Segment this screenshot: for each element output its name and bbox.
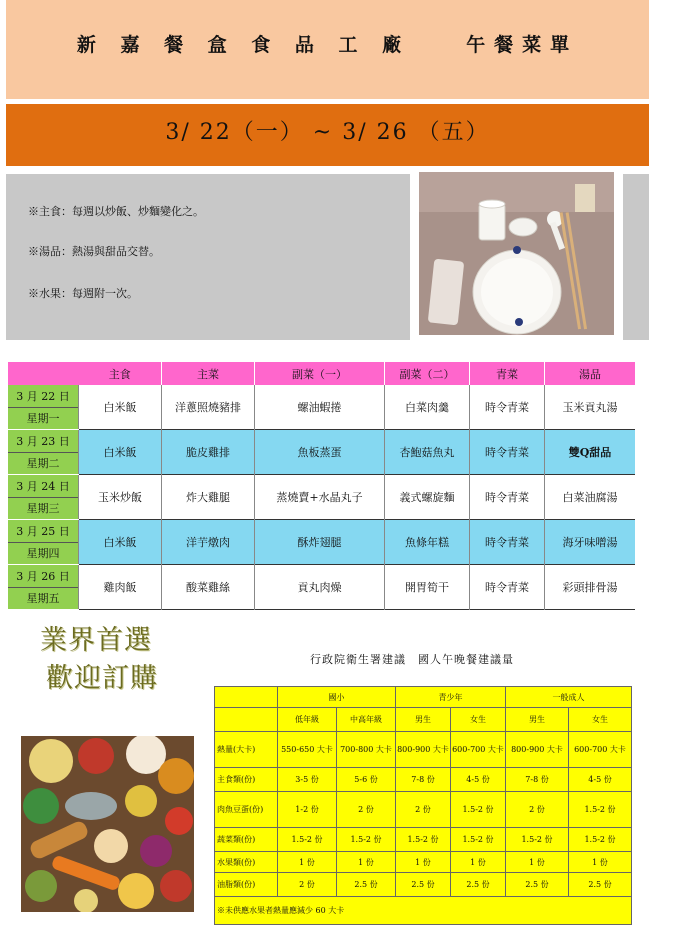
- day-cell: [8, 475, 79, 520]
- menu-cell: 炸大雞腿: [162, 475, 255, 520]
- menu-row: [8, 385, 635, 430]
- nutrition-value: 600-700 大卡: [569, 732, 632, 768]
- page-title: 新 嘉 餐 盒 食 品 工 廠 午餐菜單: [76, 34, 579, 56]
- menu-row: [8, 430, 635, 475]
- menu-cell: 脆皮雞排: [162, 430, 255, 475]
- nutrition-value: 2 份: [396, 792, 451, 828]
- subgroup-label: 男生: [396, 708, 451, 732]
- nutrition-row-label: 蔬菜類(份): [215, 828, 278, 852]
- nutrition-row: [215, 828, 632, 852]
- nutrition-row-label: 主食類(份): [215, 768, 278, 792]
- nutrition-value: 2.5 份: [451, 873, 506, 897]
- day-cell: [8, 565, 79, 610]
- nutrition-value: 1.5-2 份: [569, 828, 632, 852]
- nutrition-value: 1 份: [451, 852, 506, 873]
- nutrition-value: 2.5 份: [506, 873, 569, 897]
- nutrition-value: 1 份: [337, 852, 396, 873]
- nutrition-value: 1.5-2 份: [396, 828, 451, 852]
- nutrition-value: 7-8 份: [396, 768, 451, 792]
- menu-cell: 彩頭排骨湯: [545, 565, 636, 610]
- menu-cell: 義式螺旋麵: [385, 475, 470, 520]
- menu-cell: 螺油蝦捲: [255, 385, 385, 430]
- nutrition-value: 2.5 份: [396, 873, 451, 897]
- menu-cell: 玉米貢丸湯: [545, 385, 636, 430]
- menu-row: [8, 565, 635, 610]
- menu-cell: 貢丸肉燥: [255, 565, 385, 610]
- nutrition-row-label: 肉魚豆蛋(份): [215, 792, 278, 828]
- group-teen: 青少年: [396, 687, 506, 708]
- menu-cell: 時令青菜: [470, 475, 545, 520]
- subgroup-label: 男生: [506, 708, 569, 732]
- nutrition-value: 600-700 大卡: [451, 732, 506, 768]
- note-fruit: ※水果：每週附一次。: [28, 287, 138, 300]
- nutrition-value: 800-900 大卡: [396, 732, 451, 768]
- nutrition-value: 550-650 大卡: [278, 732, 337, 768]
- date-range: 3/ 22（一） ~ 3/ 26 （五）: [165, 120, 490, 145]
- menu-cell: 酸菜雞絲: [162, 565, 255, 610]
- nutrition-value: 5-6 份: [337, 768, 396, 792]
- menu-cell: 魚板蒸蛋: [255, 430, 385, 475]
- nutrition-value: 4-5 份: [569, 768, 632, 792]
- food-photo: [21, 736, 194, 912]
- nutrition-row-label: 熱量(大卡): [215, 732, 278, 768]
- menu-cell: 雞肉飯: [79, 565, 162, 610]
- nutrition-row: [215, 732, 632, 768]
- nutrition-value: 4-5 份: [451, 768, 506, 792]
- nutrition-group-row: [215, 687, 632, 708]
- nutrition-value: 1.5-2 份: [451, 828, 506, 852]
- menu-cell: 杏鮑菇魚丸: [385, 430, 470, 475]
- nutrition-row: [215, 768, 632, 792]
- menu-cell: 開胃筍干: [385, 565, 470, 610]
- nutrition-row-label: 水果類(份): [215, 852, 278, 873]
- nutrition-value: 2 份: [278, 873, 337, 897]
- day-weekday: 星期三: [26, 501, 60, 515]
- nutrition-footnote-row: [215, 897, 632, 925]
- promo-line-1: 業界首選: [40, 625, 152, 656]
- nutrition-row: [215, 852, 632, 873]
- promo-slogan: [40, 622, 180, 698]
- group-adult: 一般成人: [506, 687, 632, 708]
- menu-header-side2: 副菜（二）: [385, 362, 470, 385]
- menu-cell: 洋芋燉肉: [162, 520, 255, 565]
- menu-row: [8, 520, 635, 565]
- menu-header-main: 主菜: [162, 362, 255, 385]
- nutrition-value: 2.5 份: [337, 873, 396, 897]
- nutrition-table: [214, 686, 632, 925]
- tableware-photo: [419, 172, 614, 335]
- note-soup: ※湯品：熱湯與甜品交替。: [28, 245, 160, 258]
- weekly-menu-table: [8, 362, 635, 610]
- menu-cell: 魚條年糕: [385, 520, 470, 565]
- menu-cell: 時令青菜: [470, 565, 545, 610]
- nutrition-value: 2 份: [337, 792, 396, 828]
- menu-cell: 蒸燒賣+水晶丸子: [255, 475, 385, 520]
- menu-cell: 洋蔥照燒豬排: [162, 385, 255, 430]
- menu-cell: 海牙味噌湯: [545, 520, 636, 565]
- day-date: 3 月 26 日: [8, 566, 78, 588]
- day-cell: [8, 520, 79, 565]
- menu-cell: 白米飯: [79, 385, 162, 430]
- menu-header-veg: 青菜: [470, 362, 545, 385]
- nutrition-value: 1 份: [396, 852, 451, 873]
- nutrition-value: 700-800 大卡: [337, 732, 396, 768]
- menu-cell: 白菜油腐湯: [545, 475, 636, 520]
- nutrition-value: 1.5-2 份: [278, 828, 337, 852]
- menu-cell: 白米飯: [79, 520, 162, 565]
- nutrition-value: 1 份: [278, 852, 337, 873]
- menu-cell: 酥炸翅腿: [255, 520, 385, 565]
- menu-header-staple: 主食: [79, 362, 162, 385]
- menu-cell: 雙Q甜品: [545, 430, 636, 475]
- nutrition-value: 1.5-2 份: [337, 828, 396, 852]
- day-date: 3 月 22 日: [8, 386, 78, 408]
- menu-cell: 玉米炒飯: [79, 475, 162, 520]
- menu-corner-header: [8, 362, 79, 385]
- subgroup-label: 女生: [451, 708, 506, 732]
- menu-header-soup: 湯品: [545, 362, 636, 385]
- nutrition-value: 1.5-2 份: [569, 792, 632, 828]
- recommendation-title: 行政院衛生署建議 國人午晚餐建議量: [310, 653, 514, 666]
- day-date: 3 月 25 日: [8, 521, 78, 543]
- nutrition-row: [215, 792, 632, 828]
- nutrition-subgroup-row: [215, 708, 632, 732]
- subgroup-label: 低年級: [278, 708, 337, 732]
- nutrition-row: [215, 873, 632, 897]
- subgroup-label: 中高年級: [337, 708, 396, 732]
- menu-cell: 時令青菜: [470, 385, 545, 430]
- nutrition-value: 2 份: [506, 792, 569, 828]
- nutrition-value: 800-900 大卡: [506, 732, 569, 768]
- menu-cell: 時令青菜: [470, 520, 545, 565]
- menu-cell: 白菜肉羹: [385, 385, 470, 430]
- nutrition-corner: [215, 708, 278, 732]
- menu-header-side1: 副菜（一）: [255, 362, 385, 385]
- day-weekday: 星期五: [26, 591, 60, 605]
- subgroup-label: 女生: [569, 708, 632, 732]
- nutrition-value: 1.5-2 份: [506, 828, 569, 852]
- day-weekday: 星期四: [26, 546, 60, 560]
- day-date: 3 月 23 日: [8, 431, 78, 453]
- day-cell: [8, 430, 79, 475]
- nutrition-value: 1.5-2 份: [451, 792, 506, 828]
- menu-cell: 白米飯: [79, 430, 162, 475]
- nutrition-corner: [215, 687, 278, 708]
- nutrition-footnote: ※未供應水果者熱量應減少 60 大卡: [215, 897, 632, 925]
- nutrition-value: 1 份: [569, 852, 632, 873]
- day-weekday: 星期一: [26, 411, 60, 425]
- day-weekday: 星期二: [26, 456, 60, 470]
- day-date: 3 月 24 日: [8, 476, 78, 498]
- nutrition-row-label: 油脂類(份): [215, 873, 278, 897]
- side-strip: [623, 174, 649, 340]
- day-cell: [8, 385, 79, 430]
- menu-row: [8, 475, 635, 520]
- promo-line-2: 歡迎訂購: [46, 663, 158, 694]
- menu-cell: 時令青菜: [470, 430, 545, 475]
- nutrition-value: 7-8 份: [506, 768, 569, 792]
- nutrition-value: 1-2 份: [278, 792, 337, 828]
- nutrition-value: 2.5 份: [569, 873, 632, 897]
- note-staple: ※主食：每週以炒飯、炒麵變化之。: [28, 205, 204, 218]
- nutrition-value: 1 份: [506, 852, 569, 873]
- nutrition-value: 3-5 份: [278, 768, 337, 792]
- group-elementary: 國小: [278, 687, 396, 708]
